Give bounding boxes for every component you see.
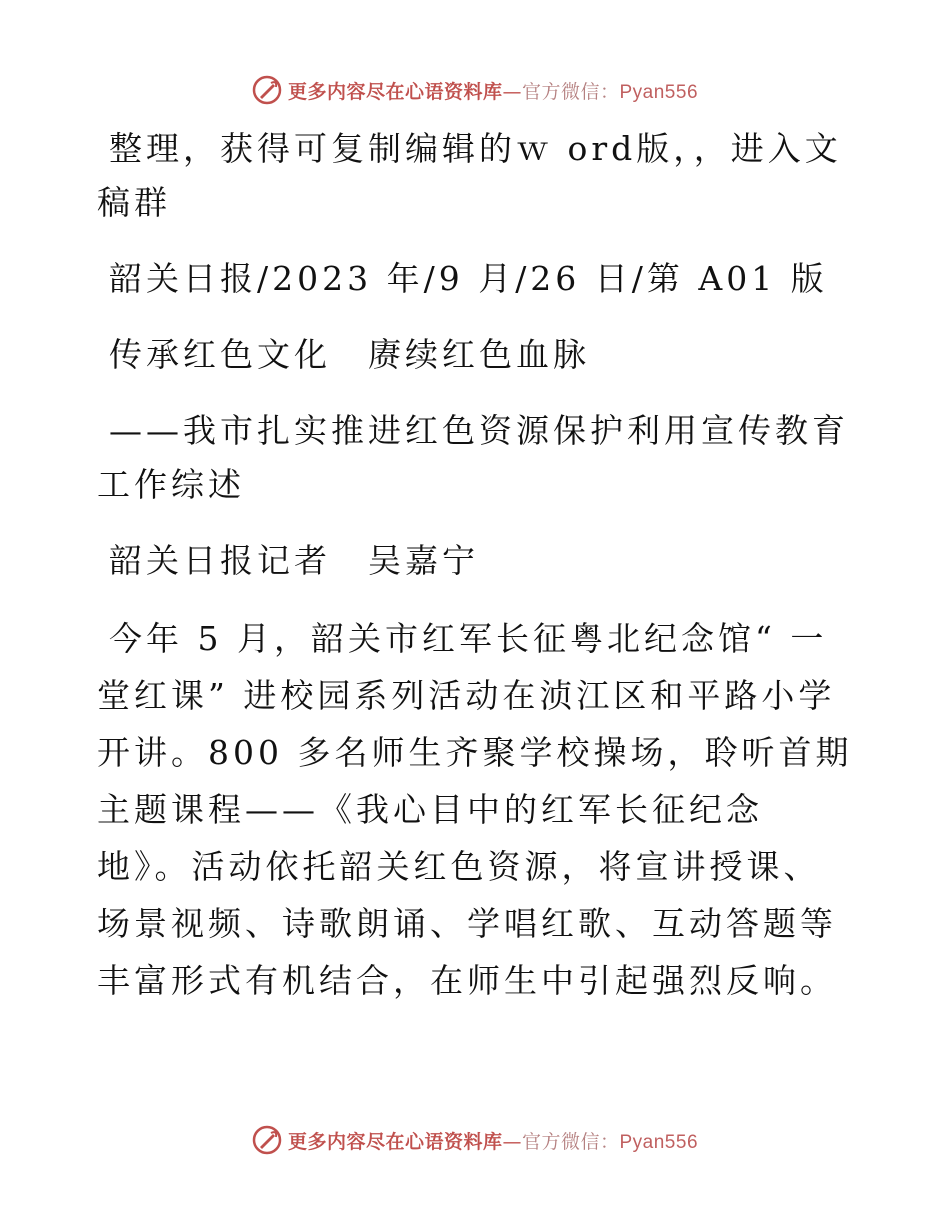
feather-pen-seal-icon xyxy=(252,75,282,105)
header-watermark xyxy=(0,70,950,110)
watermark-separator: — xyxy=(502,80,522,103)
byline: 韶关日报记者 吴嘉宁 xyxy=(109,541,479,580)
headline: 传承红色文化 赓续红色血脉 xyxy=(109,335,590,374)
watermark-sub: 官方微信： xyxy=(521,1130,620,1153)
intro-line: 整理，获得可复制编辑的ｗ ord版，，进入文稿群 xyxy=(97,129,842,222)
footer-watermark xyxy=(0,1120,950,1160)
document-body xyxy=(97,122,857,1031)
watermark-id: Pyan556 xyxy=(619,81,699,103)
feather-pen-seal-icon xyxy=(252,1125,282,1155)
watermark-separator: — xyxy=(502,1130,522,1153)
subheadline: ——我市扎实推进红色资源保护利用宣传教育工作综述 xyxy=(97,411,849,504)
body-paragraph: 今年 5 月，韶关市红军长征粤北纪念馆“ 一堂红课” 进校园系列活动在浈江区和平路小学开讲。800 多名师生齐聚学校操场，聆听首期主题课程——《我心目中的红军长征纪念地》。活动依托韶关红色资源，将宣讲授课、场景视频、诗歌朗诵、学唱红歌、互动答题等丰富形式有机结合，在师生中引起强烈反响。 xyxy=(97,619,853,1000)
watermark-main: 更多内容尽在心语资料库 xyxy=(287,1130,503,1153)
watermark-text xyxy=(288,1127,698,1154)
watermark-main: 更多内容尽在心语资料库 xyxy=(287,80,503,103)
watermark-sub: 官方微信： xyxy=(521,80,620,103)
watermark-id: Pyan556 xyxy=(619,1131,699,1153)
watermark-text xyxy=(288,77,698,104)
dateline: 韶关日报/2023 年/9 月/26 日/第 A01 版 xyxy=(109,259,828,298)
